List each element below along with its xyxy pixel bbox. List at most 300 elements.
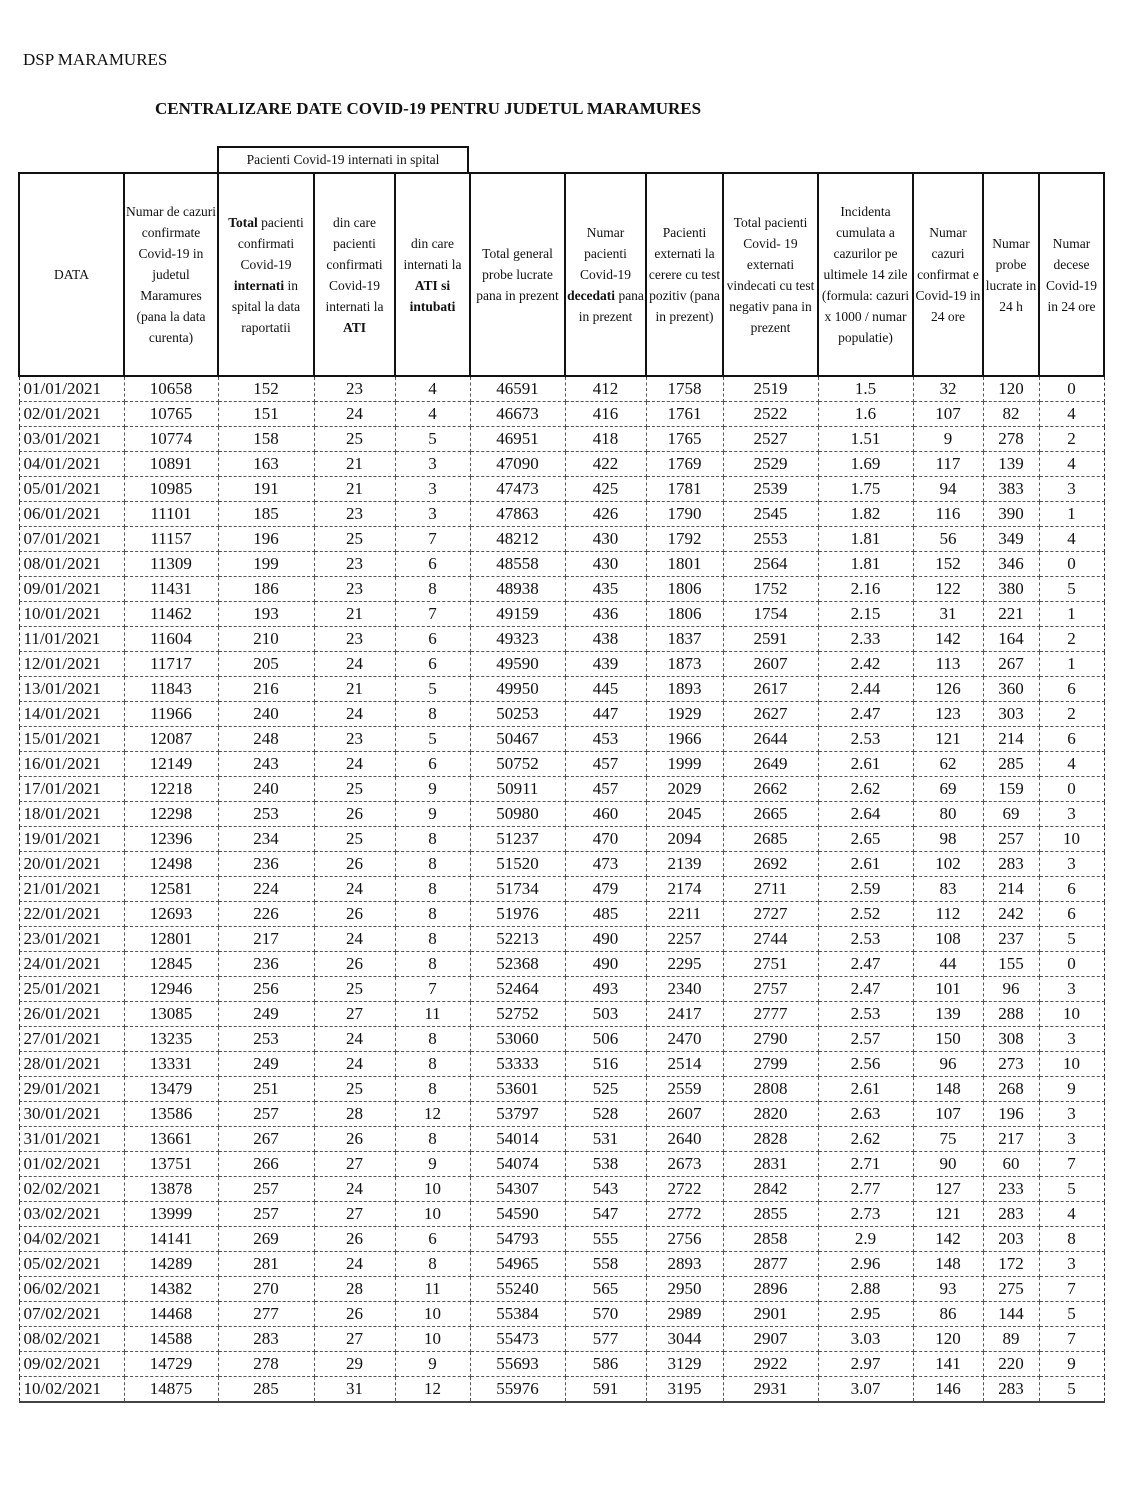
cell-total-probe: 52464 <box>470 977 565 1002</box>
cell-cazuri-confirmate: 13878 <box>124 1177 218 1202</box>
cell-probe-24h: 69 <box>983 802 1039 827</box>
cell-date: 19/01/2021 <box>19 827 124 852</box>
cell-ati-intubati: 8 <box>395 1252 470 1277</box>
cell-total-probe: 54965 <box>470 1252 565 1277</box>
cell-total-internati: 158 <box>218 427 314 452</box>
cell-cazuri-confirmate: 11604 <box>124 627 218 652</box>
cell-date: 06/02/2021 <box>19 1277 124 1302</box>
cell-externati-vindecati: 2644 <box>723 727 818 752</box>
cell-externati-vindecati: 2877 <box>723 1252 818 1277</box>
table-row <box>19 952 1104 977</box>
cell-decese-24h: 6 <box>1039 727 1104 752</box>
cell-cazuri-24h: 90 <box>913 1152 983 1177</box>
cell-internati-ati: 23 <box>314 577 395 602</box>
cell-ati-intubati: 5 <box>395 427 470 452</box>
cell-incidenta: 2.63 <box>818 1102 913 1127</box>
cell-cazuri-24h: 83 <box>913 877 983 902</box>
cell-decedati: 570 <box>565 1302 646 1327</box>
cell-total-probe: 52368 <box>470 952 565 977</box>
cell-probe-24h: 275 <box>983 1277 1039 1302</box>
table-row <box>19 502 1104 527</box>
cell-decese-24h: 2 <box>1039 427 1104 452</box>
cell-internati-ati: 21 <box>314 452 395 477</box>
cell-decese-24h: 3 <box>1039 1027 1104 1052</box>
cell-internati-ati: 24 <box>314 877 395 902</box>
cell-date: 17/01/2021 <box>19 777 124 802</box>
cell-cazuri-confirmate: 13586 <box>124 1102 218 1127</box>
cell-incidenta: 2.65 <box>818 827 913 852</box>
cell-internati-ati: 24 <box>314 1052 395 1077</box>
cell-externati-vindecati: 2662 <box>723 777 818 802</box>
cell-date: 04/02/2021 <box>19 1227 124 1252</box>
cell-externati-cerere: 2950 <box>646 1277 723 1302</box>
cell-cazuri-confirmate: 12298 <box>124 802 218 827</box>
cell-externati-cerere: 2772 <box>646 1202 723 1227</box>
cell-decedati: 577 <box>565 1327 646 1352</box>
cell-probe-24h: 172 <box>983 1252 1039 1277</box>
cell-decese-24h: 9 <box>1039 1077 1104 1102</box>
table-row <box>19 1027 1104 1052</box>
cell-cazuri-confirmate: 11843 <box>124 677 218 702</box>
cell-externati-vindecati: 2820 <box>723 1102 818 1127</box>
cell-incidenta: 2.47 <box>818 977 913 1002</box>
cell-externati-vindecati: 1752 <box>723 577 818 602</box>
table-row <box>19 852 1104 877</box>
cell-total-internati: 243 <box>218 752 314 777</box>
cell-decedati: 490 <box>565 952 646 977</box>
cell-ati-intubati: 3 <box>395 452 470 477</box>
cell-ati-intubati: 10 <box>395 1327 470 1352</box>
cell-incidenta: 2.47 <box>818 952 913 977</box>
cell-date: 26/01/2021 <box>19 1002 124 1027</box>
cell-internati-ati: 24 <box>314 752 395 777</box>
col-header-externati-vindecati: Total pacienti Covid- 19 externati vindecati cu test negativ pana in prezent <box>723 173 818 376</box>
cell-total-internati: 226 <box>218 902 314 927</box>
cell-probe-24h: 139 <box>983 452 1039 477</box>
cell-incidenta: 2.33 <box>818 627 913 652</box>
cell-ati-intubati: 8 <box>395 1052 470 1077</box>
cell-probe-24h: 214 <box>983 877 1039 902</box>
cell-decese-24h: 0 <box>1039 376 1104 402</box>
cell-externati-cerere: 2045 <box>646 802 723 827</box>
cell-probe-24h: 60 <box>983 1152 1039 1177</box>
cell-cazuri-confirmate: 14729 <box>124 1352 218 1377</box>
cell-cazuri-confirmate: 13999 <box>124 1202 218 1227</box>
cell-ati-intubati: 9 <box>395 802 470 827</box>
cell-date: 01/01/2021 <box>19 376 124 402</box>
cell-incidenta: 1.82 <box>818 502 913 527</box>
cell-decedati: 416 <box>565 402 646 427</box>
cell-total-probe: 49323 <box>470 627 565 652</box>
cell-total-internati: 266 <box>218 1152 314 1177</box>
cell-decedati: 506 <box>565 1027 646 1052</box>
cell-internati-ati: 26 <box>314 802 395 827</box>
cell-decedati: 565 <box>565 1277 646 1302</box>
cell-decedati: 473 <box>565 852 646 877</box>
cell-total-internati: 151 <box>218 402 314 427</box>
cell-date: 23/01/2021 <box>19 927 124 952</box>
table-row <box>19 827 1104 852</box>
cell-probe-24h: 155 <box>983 952 1039 977</box>
cell-decese-24h: 5 <box>1039 1377 1104 1403</box>
cell-decese-24h: 1 <box>1039 652 1104 677</box>
table-row <box>19 1002 1104 1027</box>
cell-probe-24h: 82 <box>983 402 1039 427</box>
cell-cazuri-24h: 101 <box>913 977 983 1002</box>
cell-total-probe: 54014 <box>470 1127 565 1152</box>
cell-externati-cerere: 1790 <box>646 502 723 527</box>
cell-externati-vindecati: 2808 <box>723 1077 818 1102</box>
cell-decedati: 438 <box>565 627 646 652</box>
cell-decedati: 591 <box>565 1377 646 1403</box>
cell-ati-intubati: 5 <box>395 727 470 752</box>
cell-externati-vindecati: 2855 <box>723 1202 818 1227</box>
cell-decedati: 490 <box>565 927 646 952</box>
col-header-decese-24h: Numar decese Covid-19 in 24 ore <box>1039 173 1104 376</box>
table-row <box>19 877 1104 902</box>
cell-probe-24h: 360 <box>983 677 1039 702</box>
cell-total-internati: 186 <box>218 577 314 602</box>
cell-total-internati: 253 <box>218 802 314 827</box>
cell-total-internati: 234 <box>218 827 314 852</box>
cell-externati-cerere: 3195 <box>646 1377 723 1403</box>
cell-decese-24h: 6 <box>1039 902 1104 927</box>
cell-decese-24h: 0 <box>1039 952 1104 977</box>
cell-decedati: 426 <box>565 502 646 527</box>
cell-externati-vindecati: 2828 <box>723 1127 818 1152</box>
cell-incidenta: 2.15 <box>818 602 913 627</box>
cell-externati-vindecati: 2711 <box>723 877 818 902</box>
cell-externati-vindecati: 2727 <box>723 902 818 927</box>
cell-ati-intubati: 8 <box>395 927 470 952</box>
cell-externati-vindecati: 2649 <box>723 752 818 777</box>
hospitalized-group-header: Pacienti Covid-19 internati in spital <box>217 146 469 172</box>
table-row <box>19 777 1104 802</box>
cell-internati-ati: 27 <box>314 1327 395 1352</box>
cell-externati-cerere: 3044 <box>646 1327 723 1352</box>
cell-total-internati: 257 <box>218 1202 314 1227</box>
cell-cazuri-24h: 98 <box>913 827 983 852</box>
cell-decedati: 493 <box>565 977 646 1002</box>
cell-total-probe: 50253 <box>470 702 565 727</box>
cell-decedati: 555 <box>565 1227 646 1252</box>
cell-decedati: 457 <box>565 752 646 777</box>
cell-total-probe: 46591 <box>470 376 565 402</box>
cell-probe-24h: 283 <box>983 1202 1039 1227</box>
cell-externati-cerere: 2640 <box>646 1127 723 1152</box>
cell-externati-cerere: 1806 <box>646 602 723 627</box>
cell-probe-24h: 285 <box>983 752 1039 777</box>
col-header-ati-intubati: din care internati la ATI si intubati <box>395 173 470 376</box>
cell-cazuri-24h: 107 <box>913 402 983 427</box>
cell-total-probe: 49159 <box>470 602 565 627</box>
cell-incidenta: 1.6 <box>818 402 913 427</box>
cell-ati-intubati: 4 <box>395 376 470 402</box>
cell-date: 04/01/2021 <box>19 452 124 477</box>
cell-cazuri-confirmate: 10658 <box>124 376 218 402</box>
table-header-row <box>19 173 1104 376</box>
cell-externati-vindecati: 2922 <box>723 1352 818 1377</box>
cell-incidenta: 2.52 <box>818 902 913 927</box>
cell-date: 05/01/2021 <box>19 477 124 502</box>
cell-ati-intubati: 6 <box>395 1227 470 1252</box>
cell-internati-ati: 21 <box>314 477 395 502</box>
cell-cazuri-confirmate: 10985 <box>124 477 218 502</box>
cell-ati-intubati: 8 <box>395 877 470 902</box>
table-row <box>19 1077 1104 1102</box>
cell-cazuri-24h: 148 <box>913 1252 983 1277</box>
cell-total-internati: 163 <box>218 452 314 477</box>
cell-incidenta: 2.61 <box>818 852 913 877</box>
table-row <box>19 1102 1104 1127</box>
table-row <box>19 627 1104 652</box>
cell-total-internati: 257 <box>218 1177 314 1202</box>
cell-externati-cerere: 2139 <box>646 852 723 877</box>
cell-cazuri-24h: 80 <box>913 802 983 827</box>
cell-total-probe: 55693 <box>470 1352 565 1377</box>
cell-externati-vindecati: 2751 <box>723 952 818 977</box>
cell-decese-24h: 6 <box>1039 677 1104 702</box>
cell-decese-24h: 4 <box>1039 1202 1104 1227</box>
cell-decese-24h: 0 <box>1039 777 1104 802</box>
cell-probe-24h: 257 <box>983 827 1039 852</box>
cell-incidenta: 2.62 <box>818 1127 913 1152</box>
cell-total-internati: 256 <box>218 977 314 1002</box>
cell-internati-ati: 28 <box>314 1277 395 1302</box>
cell-probe-24h: 278 <box>983 427 1039 452</box>
cell-internati-ati: 26 <box>314 1227 395 1252</box>
cell-decese-24h: 3 <box>1039 852 1104 877</box>
cell-cazuri-confirmate: 14875 <box>124 1377 218 1403</box>
cell-ati-intubati: 8 <box>395 1027 470 1052</box>
cell-decedati: 503 <box>565 1002 646 1027</box>
cell-externati-vindecati: 2907 <box>723 1327 818 1352</box>
cell-internati-ati: 25 <box>314 977 395 1002</box>
cell-ati-intubati: 8 <box>395 702 470 727</box>
table-row <box>19 1352 1104 1377</box>
cell-decedati: 543 <box>565 1177 646 1202</box>
cell-cazuri-confirmate: 11157 <box>124 527 218 552</box>
cell-incidenta: 1.75 <box>818 477 913 502</box>
cell-externati-cerere: 2514 <box>646 1052 723 1077</box>
cell-total-internati: 217 <box>218 927 314 952</box>
cell-total-internati: 205 <box>218 652 314 677</box>
cell-total-internati: 278 <box>218 1352 314 1377</box>
cell-incidenta: 2.59 <box>818 877 913 902</box>
cell-incidenta: 1.81 <box>818 552 913 577</box>
cell-decese-24h: 7 <box>1039 1152 1104 1177</box>
cell-date: 08/01/2021 <box>19 552 124 577</box>
cell-cazuri-24h: 146 <box>913 1377 983 1403</box>
table-row <box>19 402 1104 427</box>
cell-externati-vindecati: 2799 <box>723 1052 818 1077</box>
cell-externati-vindecati: 2692 <box>723 852 818 877</box>
cell-cazuri-confirmate: 12693 <box>124 902 218 927</box>
cell-date: 02/02/2021 <box>19 1177 124 1202</box>
cell-cazuri-24h: 93 <box>913 1277 983 1302</box>
cell-cazuri-24h: 152 <box>913 552 983 577</box>
cell-cazuri-confirmate: 13085 <box>124 1002 218 1027</box>
cell-decedati: 435 <box>565 577 646 602</box>
col-header-internati-ati: din care pacienti confirmati Covid-19 internati la ATI <box>314 173 395 376</box>
cell-ati-intubati: 10 <box>395 1177 470 1202</box>
cell-total-internati: 248 <box>218 727 314 752</box>
table-row <box>19 477 1104 502</box>
cell-total-internati: 251 <box>218 1077 314 1102</box>
cell-cazuri-24h: 112 <box>913 902 983 927</box>
cell-externati-vindecati: 1754 <box>723 602 818 627</box>
cell-incidenta: 2.88 <box>818 1277 913 1302</box>
cell-externati-vindecati: 2790 <box>723 1027 818 1052</box>
cell-total-internati: 224 <box>218 877 314 902</box>
cell-externati-cerere: 2094 <box>646 827 723 852</box>
cell-total-internati: 270 <box>218 1277 314 1302</box>
table-row <box>19 927 1104 952</box>
cell-externati-vindecati: 2831 <box>723 1152 818 1177</box>
table-row <box>19 652 1104 677</box>
cell-cazuri-24h: 32 <box>913 376 983 402</box>
cell-cazuri-24h: 116 <box>913 502 983 527</box>
cell-probe-24h: 221 <box>983 602 1039 627</box>
cell-probe-24h: 288 <box>983 1002 1039 1027</box>
cell-incidenta: 2.9 <box>818 1227 913 1252</box>
cell-externati-cerere: 2417 <box>646 1002 723 1027</box>
document-title: CENTRALIZARE DATE COVID-19 PENTRU JUDETUL MARAMURES <box>155 99 702 118</box>
cell-cazuri-24h: 113 <box>913 652 983 677</box>
cell-total-probe: 52213 <box>470 927 565 952</box>
cell-cazuri-confirmate: 12946 <box>124 977 218 1002</box>
cell-internati-ati: 27 <box>314 1152 395 1177</box>
cell-cazuri-24h: 121 <box>913 1202 983 1227</box>
cell-probe-24h: 283 <box>983 1377 1039 1403</box>
cell-externati-vindecati: 2527 <box>723 427 818 452</box>
cell-externati-vindecati: 2931 <box>723 1377 818 1403</box>
cell-incidenta: 2.42 <box>818 652 913 677</box>
cell-cazuri-24h: 141 <box>913 1352 983 1377</box>
cell-date: 06/01/2021 <box>19 502 124 527</box>
cell-probe-24h: 214 <box>983 727 1039 752</box>
cell-decese-24h: 3 <box>1039 1252 1104 1277</box>
cell-decese-24h: 6 <box>1039 877 1104 902</box>
cell-ati-intubati: 5 <box>395 677 470 702</box>
cell-total-probe: 48558 <box>470 552 565 577</box>
cell-decese-24h: 4 <box>1039 752 1104 777</box>
table-row <box>19 552 1104 577</box>
cell-externati-vindecati: 2627 <box>723 702 818 727</box>
cell-ati-intubati: 3 <box>395 477 470 502</box>
cell-externati-cerere: 2470 <box>646 1027 723 1052</box>
cell-externati-cerere: 2257 <box>646 927 723 952</box>
cell-cazuri-24h: 56 <box>913 527 983 552</box>
cell-ati-intubati: 8 <box>395 577 470 602</box>
cell-internati-ati: 25 <box>314 527 395 552</box>
cell-internati-ati: 23 <box>314 502 395 527</box>
cell-cazuri-24h: 9 <box>913 427 983 452</box>
cell-total-probe: 55384 <box>470 1302 565 1327</box>
cell-probe-24h: 267 <box>983 652 1039 677</box>
cell-cazuri-confirmate: 10774 <box>124 427 218 452</box>
cell-ati-intubati: 7 <box>395 977 470 1002</box>
col-header-total-probe: Total general probe lucrate pana in prezent <box>470 173 565 376</box>
cell-date: 09/01/2021 <box>19 577 124 602</box>
cell-cazuri-confirmate: 11462 <box>124 602 218 627</box>
cell-cazuri-confirmate: 13331 <box>124 1052 218 1077</box>
table-row <box>19 1252 1104 1277</box>
cell-ati-intubati: 9 <box>395 777 470 802</box>
cell-cazuri-confirmate: 14382 <box>124 1277 218 1302</box>
cell-incidenta: 2.53 <box>818 727 913 752</box>
cell-cazuri-24h: 127 <box>913 1177 983 1202</box>
cell-cazuri-24h: 139 <box>913 1002 983 1027</box>
organization-name: DSP MARAMURES <box>23 50 168 69</box>
cell-decese-24h: 2 <box>1039 702 1104 727</box>
cell-cazuri-confirmate: 12149 <box>124 752 218 777</box>
cell-date: 02/01/2021 <box>19 402 124 427</box>
cell-probe-24h: 242 <box>983 902 1039 927</box>
cell-total-internati: 257 <box>218 1102 314 1127</box>
cell-incidenta: 2.77 <box>818 1177 913 1202</box>
cell-incidenta: 2.16 <box>818 577 913 602</box>
table-row <box>19 977 1104 1002</box>
cell-incidenta: 2.71 <box>818 1152 913 1177</box>
cell-date: 25/01/2021 <box>19 977 124 1002</box>
cell-internati-ati: 29 <box>314 1352 395 1377</box>
cell-externati-cerere: 2211 <box>646 902 723 927</box>
cell-date: 15/01/2021 <box>19 727 124 752</box>
cell-internati-ati: 25 <box>314 1077 395 1102</box>
table-row <box>19 602 1104 627</box>
cell-total-internati: 283 <box>218 1327 314 1352</box>
cell-internati-ati: 24 <box>314 1252 395 1277</box>
cell-date: 31/01/2021 <box>19 1127 124 1152</box>
col-header-total-internati: Total pacienti confirmati Covid-19 internati in spital la data raportatii <box>218 173 314 376</box>
cell-ati-intubati: 7 <box>395 527 470 552</box>
cell-cazuri-24h: 75 <box>913 1127 983 1152</box>
col-header-externati-cerere: Pacienti externati la cerere cu test pozitiv (pana in prezent) <box>646 173 723 376</box>
cell-externati-cerere: 1765 <box>646 427 723 452</box>
cell-decedati: 525 <box>565 1077 646 1102</box>
cell-internati-ati: 25 <box>314 827 395 852</box>
col-header-cazuri-confirmate: Numar de cazuri confirmate Covid-19 in judetul Maramures (pana la data curenta) <box>124 173 218 376</box>
cell-cazuri-24h: 96 <box>913 1052 983 1077</box>
cell-externati-vindecati: 2522 <box>723 402 818 427</box>
cell-cazuri-confirmate: 12498 <box>124 852 218 877</box>
cell-total-probe: 53060 <box>470 1027 565 1052</box>
cell-ati-intubati: 12 <box>395 1377 470 1403</box>
cell-internati-ati: 24 <box>314 402 395 427</box>
cell-total-probe: 50467 <box>470 727 565 752</box>
cell-ati-intubati: 8 <box>395 827 470 852</box>
cell-decese-24h: 5 <box>1039 1177 1104 1202</box>
cell-probe-24h: 233 <box>983 1177 1039 1202</box>
cell-total-internati: 249 <box>218 1052 314 1077</box>
cell-date: 21/01/2021 <box>19 877 124 902</box>
cell-incidenta: 2.44 <box>818 677 913 702</box>
cell-total-internati: 269 <box>218 1227 314 1252</box>
cell-internati-ati: 23 <box>314 727 395 752</box>
cell-ati-intubati: 9 <box>395 1352 470 1377</box>
cell-decedati: 453 <box>565 727 646 752</box>
table-row <box>19 1052 1104 1077</box>
table-row <box>19 1377 1104 1403</box>
cell-cazuri-confirmate: 10765 <box>124 402 218 427</box>
cell-decese-24h: 3 <box>1039 802 1104 827</box>
cell-cazuri-confirmate: 12581 <box>124 877 218 902</box>
cell-decedati: 430 <box>565 527 646 552</box>
cell-externati-vindecati: 2545 <box>723 502 818 527</box>
cell-cazuri-confirmate: 13479 <box>124 1077 218 1102</box>
cell-cazuri-confirmate: 13661 <box>124 1127 218 1152</box>
